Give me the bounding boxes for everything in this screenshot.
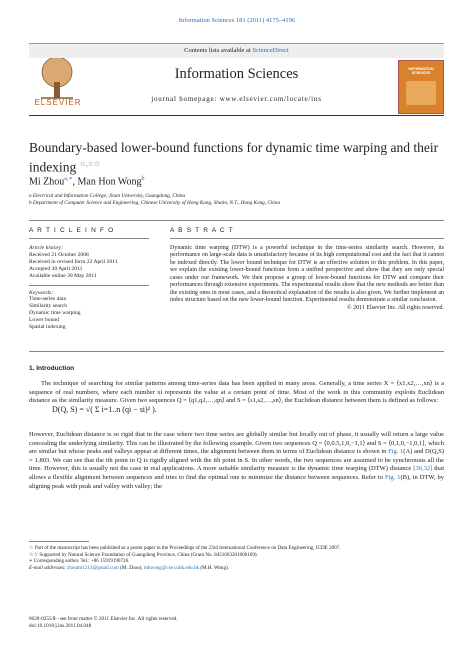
- article-info-heading: A R T I C L E I N F O: [29, 227, 115, 234]
- footnote: ∗ Corresponding author. Tel.: +86 15919190726.: [29, 558, 130, 565]
- affiliation-a: a Electrical and Information College, Jinan University, Guangdong, China: [29, 193, 186, 199]
- article-info: [29, 245, 149, 331]
- keyword: Similarity search: [29, 303, 68, 310]
- paragraph-text: The technique of searching for similar patterns among time-series data has been applied in many areas. Generally, a time series X = ⟨x1,x2,…,xn⟩ is a sequence of real numbers, where each number xi represents the value at a certain point of time. Most of the work in this community exploits Euclidean distance as the similarity measure. Given two sequences Q = ⟨q1,q2,…,qn⟩ and S = ⟨s1,s2,…,sn⟩, the Euclidean distance between them is defined as follows:: [29, 380, 444, 405]
- keyword: Spatial indexing: [29, 324, 66, 331]
- author-list: [29, 175, 145, 187]
- divider: [29, 238, 149, 239]
- issn-line: 0020-0255/$ - see front matter © 2011 Elsevier Inc. All rights reserved.: [29, 616, 178, 622]
- intro-paragraph-1: [29, 380, 444, 406]
- doi-line[interactable]: doi:10.1016/j.ins.2011.04.048: [29, 622, 92, 629]
- received-date: Received 21 October 2008: [29, 251, 89, 258]
- journal-citation[interactable]: Information Sciences 181 (2011) 4175–4196: [178, 17, 296, 24]
- divider: [29, 285, 149, 286]
- abstract: [170, 245, 444, 312]
- cover-image: [406, 81, 436, 105]
- author-2-mark[interactable]: b: [141, 176, 145, 182]
- sciencedirect-link[interactable]: ScienceDirect: [252, 47, 289, 54]
- journal-cover-thumbnail: [398, 60, 444, 114]
- abstract-text: Dynamic time warping (DTW) is a powerful technique in the time-series similarity search. However, its performance on large-scale data is unsatisfactory because of its high computational cost and the fact that it cannot be indexed directly. The lower bound technique for DTW is an effective solution to this problem. In this paper, we explain the existing lower-bound functions from a unified perspective and show that they are only special cases under our framework. We then propose a group of lower-bound functions for DTW and compare their performances through extensive experiments. The experimental results show that the new methods are better than the existing ones in most cases, and a theoretical explanation of the results is also given. We further implement an index structure based on the new lower-bound function. Experimental results demonstrate a similar conclusion.: [170, 245, 444, 304]
- affiliation-b: b Department of Computer Science and Engineering, Chinese University of Hong Kong, Shatin, N.T., Hong Kong, China: [29, 200, 281, 206]
- section-heading: 1. Introduction: [29, 365, 75, 372]
- footnote: ☆ Part of the manuscript has been published as a poster paper in the Proceedings of the 23rd International Conference on Data Engineering, ICDE 2007.: [29, 545, 341, 551]
- author-1-mark[interactable]: a,∗: [64, 176, 73, 182]
- paper-title: [29, 140, 444, 176]
- contents-bar: [29, 44, 444, 58]
- author-2: Man Hon Wong: [77, 176, 142, 188]
- figure-link[interactable]: Fig. 1: [388, 448, 404, 456]
- footnote: ☆☆ Supported by Natural Science Foundation of Guangdong Province, China (Grant No. 8451063201000169).: [29, 551, 258, 558]
- paragraph-text: (A) and D(Q,S) = 1.803. We can see that the ith point in Q is rigidly aligned with the ith point in S. In other words, the two sequences are assumed to be synchronous all the time. However, this is usually not the case in real applications. A more suitable similarity measure is the dynamic time warping (DTW) distance: [29, 448, 444, 473]
- abstract-heading-box: [170, 227, 444, 239]
- author-separator: ,: [72, 176, 78, 188]
- journal-name: Information Sciences: [174, 66, 299, 82]
- contents-text: Contents lists available at: [184, 47, 253, 54]
- footnotes: [29, 545, 444, 572]
- email-text: (M.H. Wong).: [199, 565, 229, 572]
- publisher-name: ELSEVIER: [34, 98, 82, 107]
- email-link[interactable]: mhwong@cse.cuhk.edu.hk: [143, 565, 200, 572]
- cover-title: INFORMATION SCIENCES: [408, 67, 434, 76]
- title-text: Boundary-based lower-bound functions for dynamic time warping and their indexing: [29, 140, 439, 175]
- email-text: (M. Zhou),: [118, 565, 144, 572]
- author-1: Mi Zhou: [29, 176, 65, 188]
- article-info-heading-box: [29, 227, 149, 239]
- reference-link[interactable]: [30,32]: [413, 465, 433, 473]
- divider: [170, 238, 444, 239]
- keywords-label: Keywords:: [29, 289, 54, 296]
- journal-homepage[interactable]: journal homepage: www.elsevier.com/locate/ins: [151, 95, 322, 103]
- divider: [29, 351, 444, 352]
- email-link[interactable]: zhoumi1213@gmail.com: [67, 565, 119, 572]
- footnote-divider: [29, 541, 89, 542]
- title-footnote-marks[interactable]: ☆,☆☆: [79, 160, 101, 168]
- paragraph-text: (B), in DTW, by aligning peak with peak and valley with valley; the: [29, 473, 444, 490]
- keyword: Time-series data: [29, 296, 66, 303]
- paragraph-text: However, Euclidean distance is so rigid that in the case where two time series are globally similar but locally out of phase, it usually will return a large value concealing the underlying similarity. This can be illustrated by the following example. Given two sequences Q = ⟨0,0.5,1,0,−1,1⟩ and S = ⟨0,1,0,−1,0,1⟩, which are similar but whose peaks and valleys appear at different times, the alignment between them in terms of Euclidean distance is shown in: [29, 431, 444, 456]
- divider: [29, 220, 444, 221]
- affiliations: [29, 193, 444, 207]
- email-label: E-mail addresses:: [29, 565, 68, 572]
- keyword: Lower bound: [29, 317, 59, 324]
- abstract-heading: A B S T R A C T: [170, 227, 234, 234]
- euclidean-formula: D(Q, S) = √( Σ i=1..n (qi − si)² ).: [52, 405, 157, 414]
- keyword: Dynamic time warping: [29, 310, 81, 317]
- copyright-line: © 2011 Elsevier Inc. All rights reserved.: [347, 304, 444, 311]
- intro-paragraph-2: [29, 431, 444, 491]
- front-matter: [29, 616, 178, 629]
- revised-date: Received in revised form 22 April 2011: [29, 258, 118, 265]
- online-date: Available online 30 May 2011: [29, 272, 97, 279]
- accepted-date: Accepted 30 April 2011: [29, 265, 83, 272]
- paragraph-text: that allows a flexible alignment between sequences and tries to find the optimal one to minimize the distance between sequences. Refer to: [29, 465, 445, 481]
- history-label: Article history:: [29, 245, 64, 251]
- figure-link[interactable]: Fig. 1: [384, 473, 401, 481]
- journal-header: [29, 43, 444, 116]
